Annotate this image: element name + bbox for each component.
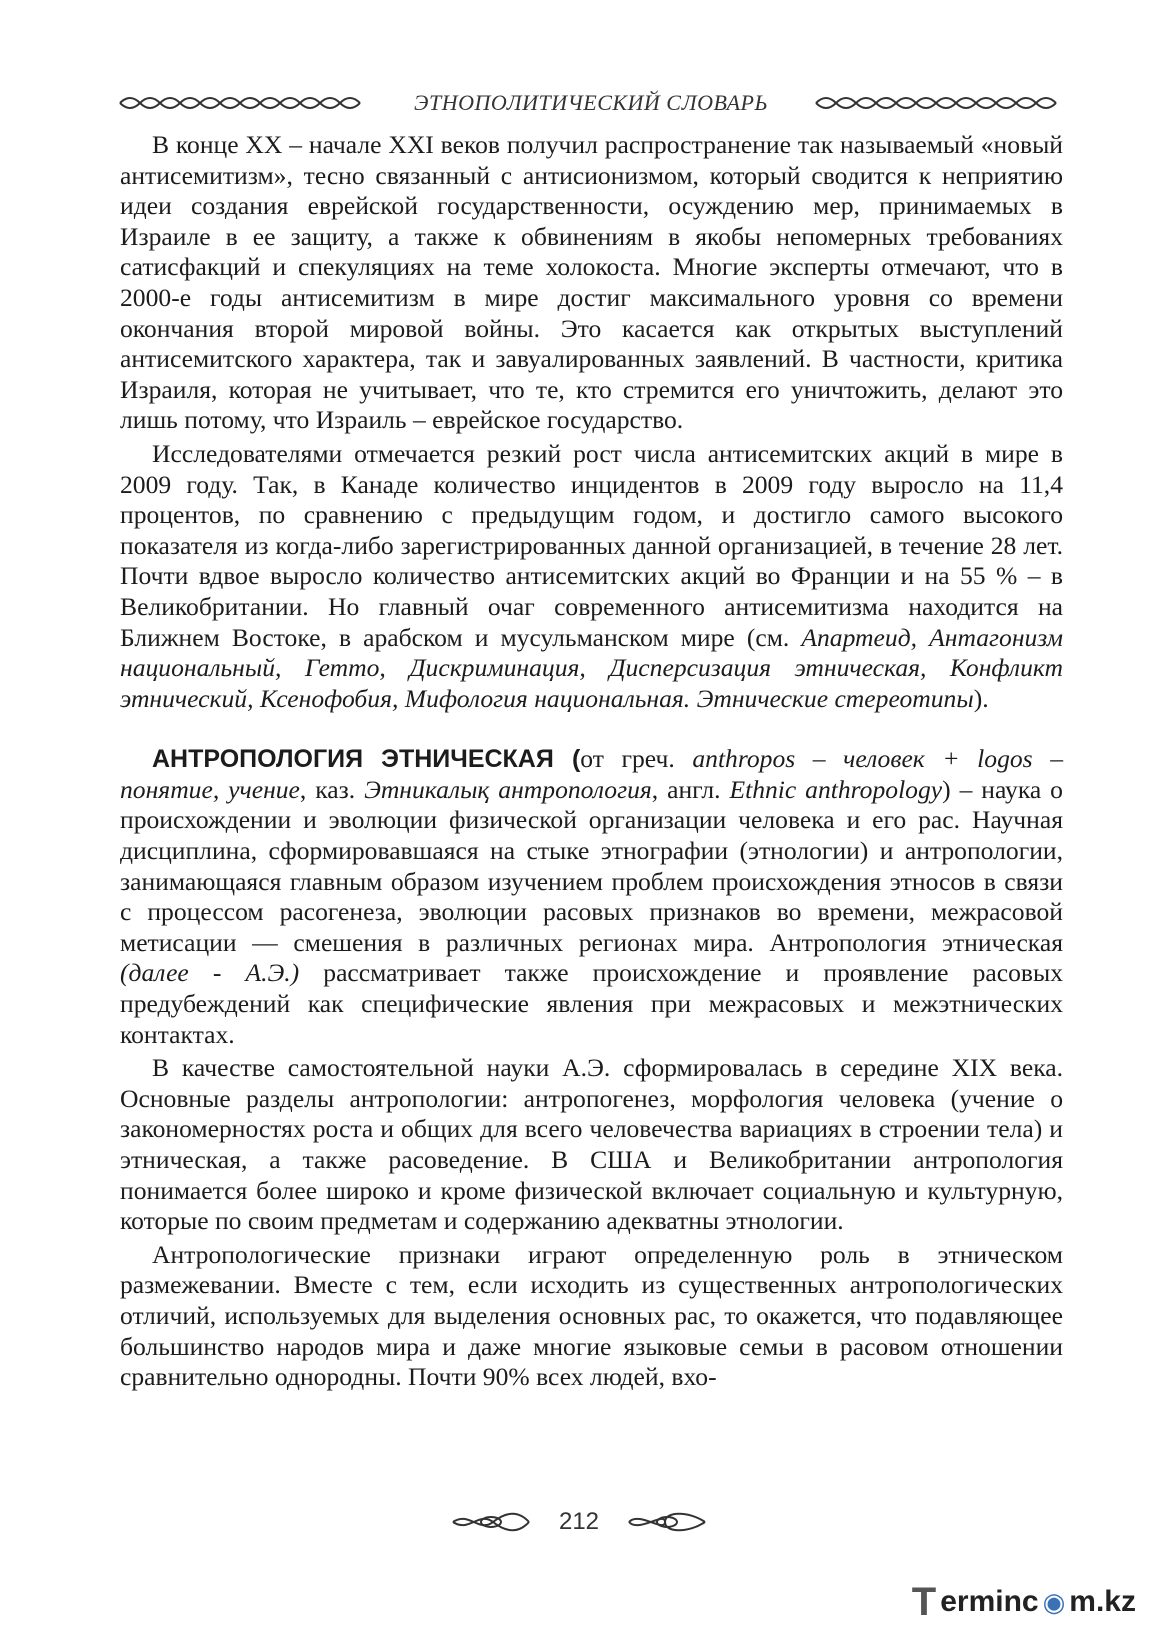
page-number: 212: [558, 1508, 600, 1535]
entry-definition: ) – наука о происхождении и эволюции физической организации человека и его рас. Научная дисциплина, сформировавшаяся на стыке этнографии (этнологии) и антропологии, занимающаяся главным образом изучением проблем происхождения этносов в связи с процессом расогенеза, эволюции расовых признаков во времени, межрасовой метисации — смешения в различных регионах мира. Антропология этническая: [120, 774, 1063, 957]
entry-greek-prefix: от греч.: [580, 744, 693, 774]
entry-english-term: Ethnic anthropology: [729, 774, 943, 804]
page-header-title: ЭТНОПОЛИТИЧЕСКИЙ СЛОВАРЬ: [414, 90, 768, 115]
entry-abbreviation: (далее - А.Э.): [120, 958, 300, 988]
site-watermark-logo: [912, 1580, 1136, 1624]
cross-references: Апартеид, Антагонизм национальный, Гетто, Дискриминация, Дисперсизация этническая, Конфликт этнический, Ксенофобия, Мифология национальная. Этнические стереотипы: [120, 622, 1063, 713]
page-body: [120, 130, 1063, 1393]
running-header: [118, 86, 1064, 120]
entry-term: АНТРОПОЛОГИЯ ЭТНИЧЕСКАЯ (: [152, 745, 581, 774]
paragraph-antisemitism-statistics: [120, 439, 1063, 714]
paragraph-end: ).: [973, 683, 989, 713]
watermark-t-letter: T: [911, 1579, 937, 1624]
paragraph-anthropological-features: Антропологические признаки играют определенную роль в этническом размежевании. Вместе с тем, если исходить из существенных антропологических отличий, используемых для выделения основных рас, то окажется, что подавляющее большинство народов мира и даже многие языковые семьи в расовом отношении сравнительно однородны. Почти 90% всех людей, вхо-: [120, 1239, 1063, 1392]
paragraph-history: В качестве самостоятельной науки А.Э. сформировалась в середине XIX века. Основные разделы антропологии: антропогенез, морфология человека (учение о закономерностях роста и общих для всего человечества вариациях в строении тела) и этническая, а также расоведение. В США и Великобритании антропология понимается более широко и кроме физической включает социальную и культурную, которые по своим предметам и содержанию адекватны этнологии.: [120, 1053, 1063, 1236]
paragraph-new-antisemitism: В конце XX – начале XXI веков получил распространение так называемый «новый антисемитизм», тесно связанный с антисионизмом, который сводится к неприятию идеи создания еврейской государственности, осуждению мер, принимаемых в Израиле в ее защиту, а также к обвинениям в якобы непомерных требованиях сатисфакций и спекуляциях на теме холокоста. Многие эксперты отмечают, что в 2000-е годы антисемитизм в мире достиг максимального уровня со времени окончания второй мировой войны. Это касается как открытых выступлений антисемитского характера, так и завуалированных заявлений. В частности, критика Израиля, которая не учитывает, что те, кто стремится его уничтожить, делают это лишь потому, что Израиль – еврейское государство.: [120, 130, 1063, 435]
page-footer: [0, 1502, 1158, 1542]
ornament-border-icon: [814, 92, 1064, 114]
watermark-text-part1: erminc: [940, 1585, 1039, 1618]
entry-greek-etymology: anthropos – человек + logos – понятие, учение: [120, 744, 1063, 804]
entry-kazakh-prefix: , каз.: [299, 774, 365, 804]
entry-english-prefix: , англ.: [651, 774, 730, 804]
dictionary-entry-ethnic-anthropology: [120, 744, 1063, 1050]
paragraph-text: Исследователями отмечается резкий рост числа антисемитских акций в мире в 2009 году. Так, в Канаде количество инцидентов в 2009 году выросло на 11,4 процентов, по сравнению с предыдущим годом, и достигло самого высокого показателя из когда-либо зарегистрированных данной организацией, в течение 28 лет. Почти вдвое выросло количество антисемитских акций во Франции и на 55 % – в Великобритании. Но главный очаг современного антисемитизма находится на Ближнем Востоке, в арабском и мусульманском мире (см.: [120, 438, 1063, 652]
watermark-text-part2: m.kz: [1069, 1585, 1136, 1618]
globe-icon: ◉: [1042, 1586, 1066, 1617]
flourish-icon: [449, 1509, 533, 1535]
flourish-icon: [625, 1509, 709, 1535]
entry-definition-continued: рассматривает также происхождение и проявление расовых предубеждений как специфические явления при межрасовых и межэтнических контактах.: [120, 958, 1063, 1049]
ornament-border-icon: [118, 92, 368, 114]
entry-kazakh-term: Этникалық антропология: [364, 774, 652, 804]
